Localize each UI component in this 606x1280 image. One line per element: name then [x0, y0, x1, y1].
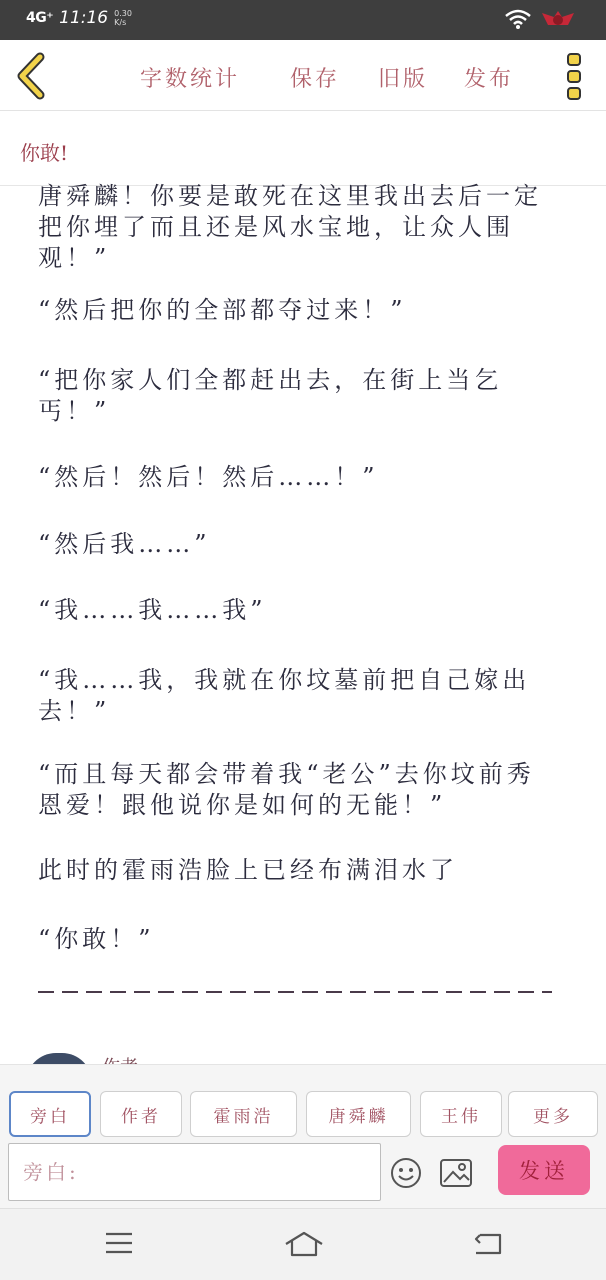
paragraph: “我……我……我” [38, 596, 267, 624]
system-nav-bar [0, 1208, 606, 1280]
menu-icon[interactable] [104, 1231, 134, 1255]
paragraph: “然后我……” [38, 530, 211, 558]
role-panel [0, 1064, 606, 1208]
clock: 11:16 [59, 8, 109, 28]
message-input-box[interactable] [8, 1143, 381, 1201]
more-vertical-icon[interactable] [566, 52, 582, 100]
paragraph: “你敢！” [38, 925, 155, 953]
image-icon[interactable] [440, 1159, 472, 1187]
paragraph: “然后把你的全部都夺过来！” [38, 296, 407, 324]
chapter-title: 你敢! [20, 141, 69, 165]
role-tab-more[interactable]: 更多 [508, 1091, 598, 1137]
paragraph: “把你家人们全都赶出去，在街上当乞丐！” [38, 366, 503, 425]
emoji-icon[interactable] [390, 1157, 422, 1189]
chapter-title-row[interactable] [0, 111, 606, 186]
back-icon[interactable] [14, 53, 50, 99]
message-input[interactable] [9, 1144, 380, 1200]
paragraph: 唐舜麟！你要是敢死在这里我出去后一定把你埋了而且还是风水宝地，让众人围观！” [38, 182, 542, 272]
home-icon[interactable] [284, 1231, 324, 1257]
back-nav-icon[interactable] [472, 1231, 504, 1257]
network-speed: 0.30 K/s [114, 9, 132, 27]
role-tab-wang-wei[interactable]: 王伟 [420, 1091, 502, 1137]
divider-line [38, 990, 552, 994]
old-version-button[interactable]: 旧版 [378, 67, 429, 92]
send-button[interactable]: 发送 [498, 1145, 590, 1195]
story-content[interactable] [0, 182, 606, 1064]
editor-header [0, 40, 606, 111]
role-tab-narrator[interactable]: 旁白 [9, 1091, 91, 1137]
paragraph: “而且每天都会带着我“老公”去你坟前秀恩爱！跟他说你是如何的无能！” [38, 760, 535, 819]
role-tab-huo-yuhao[interactable]: 霍雨浩 [190, 1091, 297, 1137]
paragraph: “我……我，我就在你坟墓前把自己嫁出去！” [38, 666, 531, 725]
paragraph: 此时的霍雨浩脸上已经布满泪水了 [38, 856, 458, 884]
word-count-button[interactable]: 字数统计 [140, 67, 241, 92]
save-button[interactable]: 保存 [290, 67, 341, 92]
publish-button[interactable]: 发布 [464, 67, 515, 92]
role-tab-author[interactable]: 作者 [100, 1091, 182, 1137]
battery-icon [540, 9, 576, 31]
wifi-icon [504, 9, 532, 29]
role-tab-tang-shunlin[interactable]: 唐舜麟 [306, 1091, 411, 1137]
network-indicator: 4G⁺ [26, 10, 54, 26]
status-bar [0, 0, 606, 40]
paragraph: “然后！然后！然后……！” [38, 463, 379, 491]
